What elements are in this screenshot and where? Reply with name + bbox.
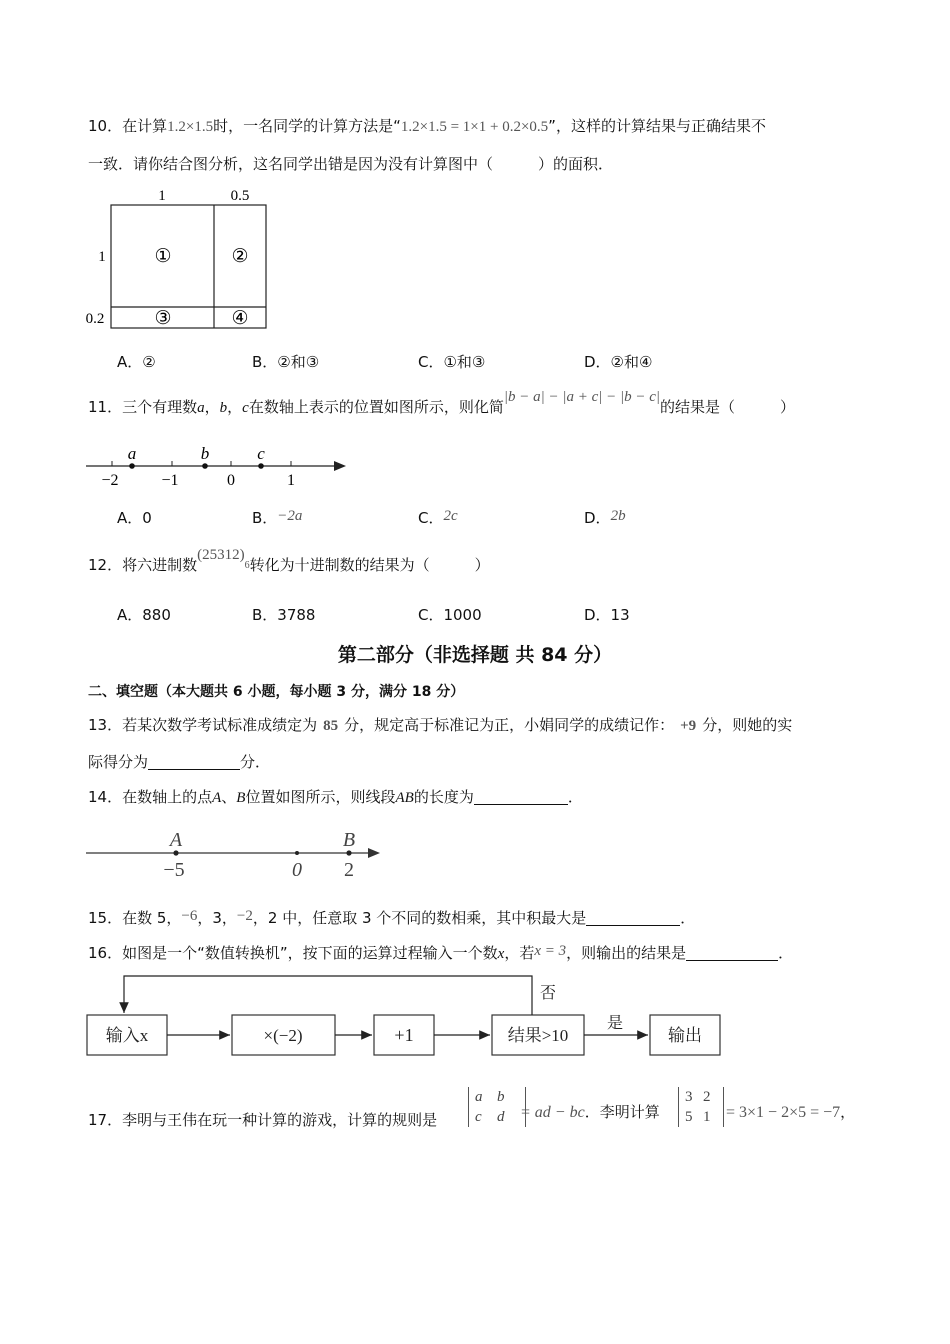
q11-option-d-letter: D．	[584, 509, 611, 527]
q13-text4: 际得分为	[88, 753, 149, 771]
figure-left-label-0-2: 0.2	[85, 311, 105, 327]
det1-d: d	[497, 1109, 505, 1125]
q11-option-c-letter: C．	[418, 509, 444, 527]
q15-text1: 在数 5，	[122, 909, 182, 927]
q14-text3: 的长度为	[413, 788, 474, 806]
q17-text1: 李明与王伟在玩一种计算的游戏，计算的规则是	[122, 1111, 438, 1129]
q13-text3: 分，则她的实	[702, 716, 793, 734]
q12-text1: 将六进制数	[122, 556, 198, 574]
q16-text3: ，则输出的结果是	[566, 944, 687, 962]
q13-line1	[88, 715, 792, 736]
figure-top-label-1: 1	[158, 188, 166, 204]
q11-option-d[interactable]	[584, 507, 626, 528]
region-4-label: ④	[231, 308, 249, 329]
label-b: b	[200, 444, 210, 463]
q11-number-line	[84, 440, 354, 490]
q10-option-c[interactable]: C．①和③	[418, 353, 486, 371]
q15-number: 15．	[88, 909, 123, 927]
q16-flowchart	[80, 968, 730, 1063]
point-b	[346, 850, 351, 855]
origin-tick	[295, 851, 299, 855]
no-label: 否	[539, 985, 557, 1002]
q17-calc-expr: = 3×1 − 2×5 = −7	[726, 1104, 841, 1121]
region-3-label: ③	[154, 308, 172, 329]
q13-answer-blank[interactable]	[148, 753, 240, 770]
region-1-label: ①	[154, 246, 172, 267]
q11-text2: 在数轴上表示的位置如图所示，则化简	[248, 398, 504, 416]
q10-option-b[interactable]: B．②和③	[252, 353, 320, 371]
axis-arrow	[334, 461, 346, 471]
q10-line2: 一致．请你结合图分析，这名同学出错是因为没有计算图中（ ）的面积．	[88, 155, 614, 173]
q11-var-b: b	[219, 400, 228, 416]
q10-expr2: 1.2×1.5 = 1×1 + 0.2×0.5	[400, 119, 549, 135]
figure-top-label-0-5: 0.5	[230, 188, 250, 204]
q16-number: 16．	[88, 944, 123, 962]
q11-text3: 的结果是（ ）	[660, 398, 796, 416]
q14-number-line	[84, 826, 384, 882]
section-2-title: 第二部分（非选择题 共 84 分）	[337, 644, 613, 666]
q16-line1	[88, 943, 793, 964]
det1-b: b	[497, 1089, 505, 1105]
q11-option-c[interactable]	[418, 507, 458, 528]
condition-label: 结果>10	[507, 1026, 569, 1045]
q17-line1-b	[520, 1102, 660, 1123]
q11-expr: |b − a| − |a + c| − |b − c|	[503, 389, 660, 405]
q11-option-a-value: 0	[142, 509, 152, 527]
q10-line1	[88, 116, 766, 137]
q11-option-a[interactable]	[117, 507, 152, 528]
det2-5: 5	[685, 1109, 693, 1125]
q14-number: 14．	[88, 788, 123, 806]
q11-sep1: ，	[204, 398, 220, 416]
det1-c: c	[475, 1109, 482, 1125]
q14-line1	[88, 787, 583, 808]
q11-option-c-value: 2c	[443, 508, 458, 524]
figure-left-label-1: 1	[98, 249, 106, 265]
region-2-label: ②	[231, 246, 249, 267]
q11-var-a: a	[197, 400, 205, 416]
tick-label-0: 0	[227, 472, 235, 489]
point-c	[258, 463, 264, 469]
multiply-label: ×(−2)	[263, 1026, 303, 1045]
q13-value1: 85	[323, 718, 339, 734]
q10-option-d[interactable]: D．②和④	[584, 353, 653, 371]
q16-var-x: x	[497, 946, 505, 962]
q17-number: 17．	[88, 1111, 123, 1129]
q10-figure	[80, 184, 280, 334]
arrow-loop-back	[124, 976, 532, 1015]
q14-point-b: B	[236, 790, 246, 806]
q14-answer-blank[interactable]	[474, 788, 568, 805]
q13-number: 13．	[88, 716, 123, 734]
det2-1: 1	[703, 1109, 711, 1125]
q12-number: 12．	[88, 556, 123, 574]
point-b	[202, 463, 208, 469]
input-label: 输入x	[105, 1026, 149, 1045]
q12-option-d[interactable]: D．13	[584, 606, 630, 624]
q15-value2: −2	[236, 908, 253, 924]
tick-label-1: 1	[287, 472, 295, 489]
q14-segment-ab: AB	[395, 790, 414, 806]
q13-text1: 若某次数学考试标准成绩定为	[122, 716, 318, 734]
q14-text1: 在数轴上的点	[122, 788, 213, 806]
q11-var-c: c	[242, 400, 249, 416]
label-c: c	[257, 444, 265, 463]
q12-base-subscript: 6	[244, 560, 250, 571]
q13-value2: +9	[680, 718, 697, 734]
point-a	[129, 463, 135, 469]
q11-option-d-value: 2b	[610, 508, 626, 524]
yes-label: 是	[606, 1015, 624, 1032]
q13-line2	[88, 752, 270, 772]
q14-end: ．	[567, 788, 583, 806]
q11-option-b-letter: B．	[252, 509, 278, 527]
tick-label-minus-2: −2	[101, 472, 119, 489]
q15-text2: ，3，	[197, 909, 237, 927]
q14-sep: 、	[221, 788, 237, 806]
q11-option-b-value: −2a	[277, 508, 303, 524]
q15-end: ．	[680, 909, 696, 927]
q11-number: 11．	[88, 398, 123, 416]
q12-expr: (25312)	[197, 547, 245, 563]
q17-determinant-rule	[468, 1087, 526, 1127]
label-a: A	[169, 829, 183, 851]
q17-rule-expr: = ad − bc	[520, 1104, 585, 1121]
q17-text2: ．李明计算	[584, 1103, 660, 1121]
q11-sep2: ，	[227, 398, 243, 416]
q12-option-a[interactable]: A．880	[117, 606, 171, 624]
q16-end: ．	[778, 944, 794, 962]
q10-option-a[interactable]: A．②	[117, 353, 156, 371]
det1-a: a	[475, 1089, 483, 1105]
q17-determinant-example	[678, 1087, 724, 1127]
det2-2: 2	[703, 1089, 711, 1105]
q16-text2: ，若	[504, 944, 535, 962]
q12-text2: 转化为十进制数的结果为（ ）	[249, 556, 490, 574]
add-label: +1	[394, 1025, 414, 1045]
q10-text1: 在计算	[122, 117, 168, 135]
q11-option-a-letter: A．	[117, 509, 143, 527]
q14-point-a: A	[212, 790, 222, 806]
q17-end: ，	[840, 1103, 856, 1121]
axis-arrow	[368, 848, 380, 858]
q13-text5: 分．	[240, 753, 271, 771]
output-label: 输出	[668, 1026, 702, 1045]
tick-label-minus-5: −5	[163, 859, 185, 881]
tick-label-0: 0	[292, 859, 302, 881]
q11-line1	[88, 389, 796, 418]
label-b: B	[342, 829, 356, 851]
q10-expr1: 1.2×1.5	[167, 119, 214, 135]
q11-option-b[interactable]	[252, 507, 302, 528]
q15-line1	[88, 908, 695, 929]
q13-text2: 分，规定高于标准记为正，小娟同学的成绩记作：	[344, 716, 675, 734]
point-a	[173, 850, 178, 855]
q10-number: 10．	[88, 117, 123, 135]
q12-option-b[interactable]: B．3788	[252, 606, 316, 624]
tick-label-minus-1: −1	[161, 472, 179, 489]
q16-answer-blank[interactable]	[686, 944, 778, 961]
q16-expr: x = 3	[534, 943, 567, 959]
det2-3: 3	[685, 1089, 693, 1105]
q12-option-c[interactable]: C．1000	[418, 606, 482, 624]
section-2-subtitle: 二、填空题（本大题共 6 小题，每小题 3 分，满分 18 分）	[88, 684, 465, 700]
q14-text2: 位置如图所示，则线段	[245, 788, 396, 806]
label-a: a	[127, 444, 137, 463]
q10-text2: 时，一名同学的计算方法是“	[213, 117, 401, 135]
q10-text3: ”，这样的计算结果与正确结果不	[548, 117, 766, 135]
q16-text1: 如图是一个“数值转换机”，按下面的运算过程输入一个数	[122, 944, 498, 962]
q17-line1	[88, 1110, 437, 1130]
q12-line1	[88, 547, 490, 582]
q11-text1: 三个有理数	[122, 398, 198, 416]
q15-answer-blank[interactable]	[586, 909, 680, 926]
q15-value1: −6	[181, 908, 198, 924]
q15-text3: ，2 中，任意取 3 个不同的数相乘，其中积最大是	[252, 909, 587, 927]
q17-line1-c	[726, 1102, 855, 1123]
tick-label-2: 2	[344, 859, 354, 881]
